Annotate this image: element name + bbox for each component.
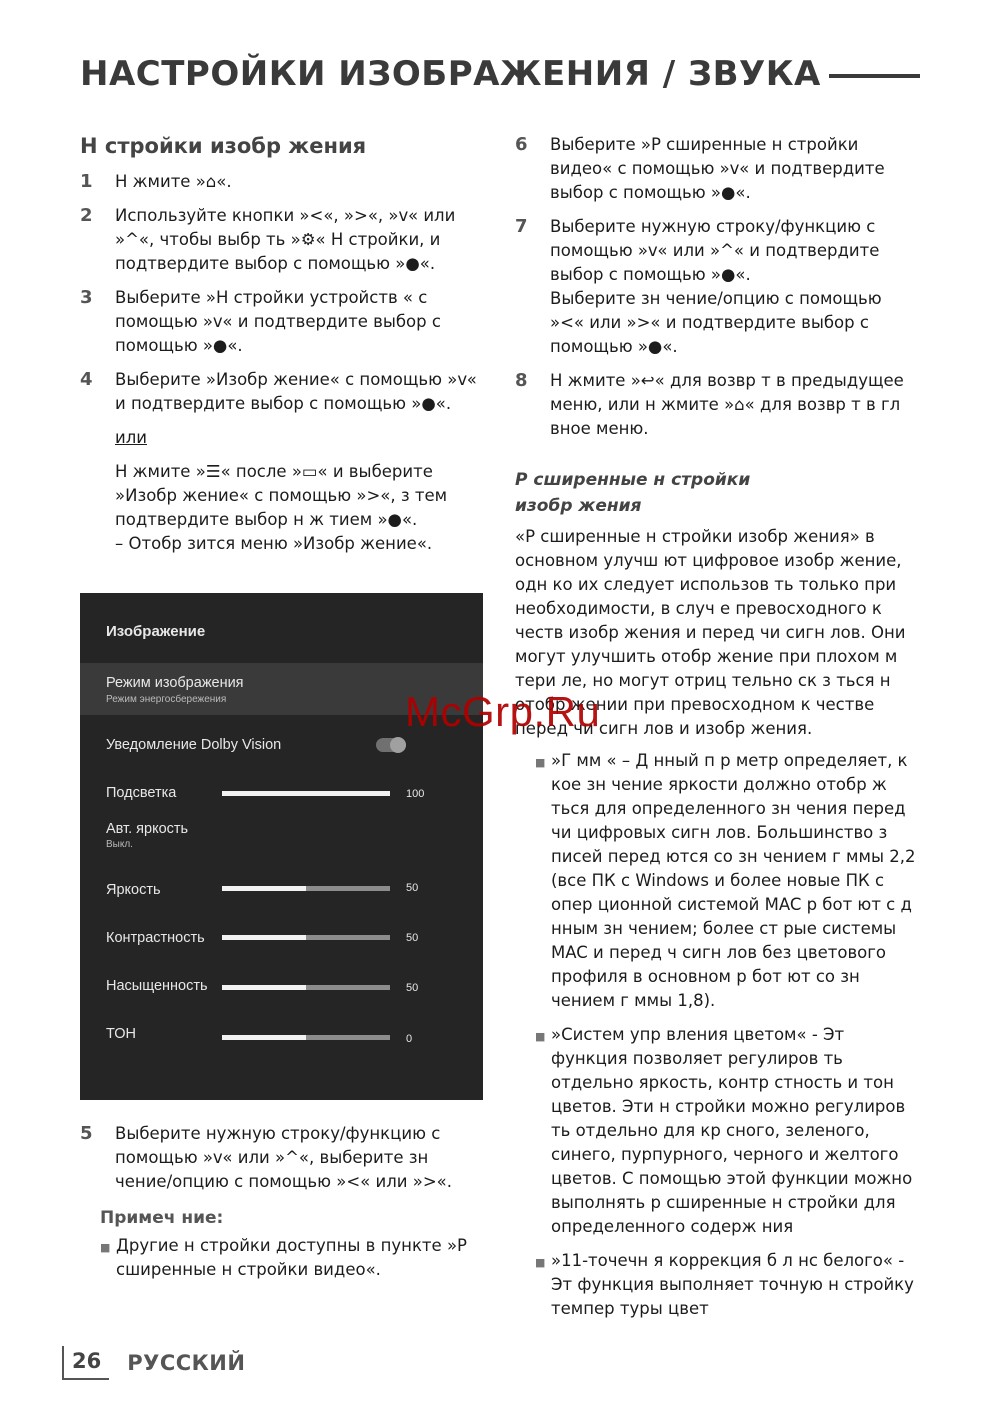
subsection-title <box>515 467 920 519</box>
page-footer <box>62 1346 245 1380</box>
toggle-knob <box>390 737 406 753</box>
step-5 <box>80 1122 485 1194</box>
tv-menu-item-backlight[interactable]: Подсветка <box>106 785 177 801</box>
tv-menu-item-picture-mode[interactable]: Режим изображения <box>106 675 244 691</box>
tone-slider[interactable] <box>222 1035 390 1040</box>
bullet-white-balance <box>535 1249 920 1321</box>
contrast-value: 50 <box>406 932 419 944</box>
bullet-square-icon: ■ <box>100 1241 111 1254</box>
bullet-square-icon: ■ <box>535 1256 546 1269</box>
step-number: 1 <box>80 171 93 192</box>
step-text: Выберите »Н стройки устройств « с помощью »v« и подтвердите выбор с помощью »●«. <box>115 288 441 355</box>
subsection-title-line: изобр жения <box>515 496 642 516</box>
step-number: 6 <box>515 134 528 155</box>
page-number: 26 <box>72 1349 102 1373</box>
step-3 <box>80 286 485 358</box>
step-number: 2 <box>80 205 93 226</box>
spacer <box>515 451 920 467</box>
step-text: Выберите нужную строку/функцию с помощью »v« или »^«, выберите зн чение/опцию с помощью »<« или »>«. <box>115 1124 452 1191</box>
bullet-text: »Г мм « – Д нный п р метр определяет, к кое зн чение яркости должно отобр ж ться для определенного зн чения перед чи цифровых сигн лов. Большинство з писей перед ются со зн чением г ммы 2,2 (все ПК с Windows и более новые ПК с опер ционной системой MAC р бот ют с д нным зн чением; более ст рые системы MAC и перед ч сигн лов без цветового профиля в основном р бот ют со зн чением г ммы 1,8). <box>551 751 916 1010</box>
dolby-vision-toggle[interactable] <box>376 738 406 752</box>
step-number: 3 <box>80 287 93 308</box>
step-text: Выберите нужную строку/функцию с помощью »v« или »^« и подтвердите выбор с помощью »●«. <box>550 217 880 284</box>
step-8 <box>515 369 920 441</box>
step-7 <box>515 215 920 359</box>
subsection-title-line: Р сширенные н стройки <box>515 470 751 490</box>
tone-value: 0 <box>406 1033 413 1045</box>
bullet-text: »Систем упр вления цветом« - Эт функция позволяет регулиров ть отдельно яркость, контр стность и тон цветов. Эти н стройки можно регулиров ть отдельно для кр сного, зеленого, синего, пурпурного, черного и желтого цветов. С помощью этой функции можно выполнять р сширенные н стройки для определенного содерж ния <box>551 1025 913 1236</box>
saturation-value: 50 <box>406 982 419 994</box>
tv-menu-item-tone[interactable]: ТОН <box>106 1026 136 1042</box>
title-rule <box>829 74 920 78</box>
note-item <box>100 1234 485 1282</box>
bullet-square-icon: ■ <box>535 756 546 769</box>
watermark: McGrp.Ru <box>405 688 601 735</box>
slider-fill <box>222 985 306 990</box>
step-text: Выберите зн чение/опцию с помощью »<« или »>« и подтвердите выбор с помощью »●«. <box>550 289 882 356</box>
step-text: Н жмите »↩« для возвр т в предыдущее меню, или н жмите »⌂« для возвр т в гл вное меню. <box>550 371 904 438</box>
step-number: 7 <box>515 216 528 237</box>
bullet-gamma <box>535 749 920 1013</box>
tv-menu-item-sub: Выкл. <box>106 839 133 850</box>
step-text: Используйте кнопки »<«, »>«, »v« или »^«, чтобы выбр ть »⚙« Н стройки, и подтвердите выбор с помощью »●«. <box>115 206 456 273</box>
note-text: Другие н стройки доступны в пункте »Р сширенные н стройки видео«. <box>116 1236 467 1279</box>
alt-text: Н жмите »☰« после »▭« и выберите »Изобр жение« с помощью »>«, з тем подтвердите выбор н ж тием »●«. <box>115 462 448 529</box>
backlight-value: 100 <box>406 788 425 800</box>
section-title: Н стройки изобр жения <box>80 134 367 158</box>
page-title-row <box>80 50 920 98</box>
left-column-bottom <box>80 1122 485 1282</box>
step-text: Выберите »Изобр жение« с помощью »v« и подтвердите выбор с помощью »●«. <box>115 370 477 413</box>
step-number: 8 <box>515 370 528 391</box>
step-2 <box>80 204 485 276</box>
tv-menu-item-contrast[interactable]: Контрастность <box>106 930 205 946</box>
tv-menu-item-auto-brightness[interactable]: Авт. яркость <box>106 821 189 837</box>
bullet-square-icon: ■ <box>535 1030 546 1043</box>
step-text: Н жмите »⌂«. <box>115 172 232 191</box>
slider-fill <box>222 1035 306 1040</box>
step-1 <box>80 170 485 194</box>
step-text-block <box>550 215 920 359</box>
slider-fill <box>222 935 306 940</box>
tv-menu-item-dolby-vision[interactable]: Уведомление Dolby Vision <box>106 737 282 753</box>
slider-fill <box>222 791 390 796</box>
page-number-box <box>62 1346 109 1380</box>
backlight-slider[interactable] <box>222 791 390 796</box>
or-label: или <box>115 428 147 447</box>
step-number: 5 <box>80 1123 93 1144</box>
tv-menu-item-brightness[interactable]: Яркость <box>106 882 161 898</box>
step-4 <box>80 368 485 416</box>
language-label: РУССКИЙ <box>127 1351 246 1375</box>
saturation-slider[interactable] <box>222 985 390 990</box>
left-column <box>80 128 485 556</box>
result-text: – Отобр зится меню »Изобр жение«. <box>115 534 433 553</box>
bullet-color-management <box>535 1023 920 1239</box>
bullet-text: »11-точечн я коррекция б л нс белого« - Эт функция выполняет точную н стройку темпер туры цвет <box>551 1251 914 1318</box>
intro-paragraph: «Р сширенные н стройки изобр жения» в основном улучш ют цифровое изобр жение, одн ко их следует использов ть только при необходимости, в случ е превосходного к честв изобр жения и перед чи сигн лов. Они могут улучшить отобр жение при плохом м тери ле, но могут отриц тельно ск з ться н отобр жении при превосходном к честве перед чи сигн лов и изобр жения. <box>515 527 906 738</box>
page-title: НАСТРОЙКИ ИЗОБРАЖЕНИЯ / ЗВУКА <box>80 54 821 94</box>
tv-menu-item-sub: Режим энергосбережения <box>106 694 227 705</box>
tv-menu-title: Изображение <box>106 623 206 640</box>
step-6 <box>515 133 920 205</box>
slider-fill <box>222 886 306 891</box>
contrast-slider[interactable] <box>222 935 390 940</box>
brightness-slider[interactable] <box>222 886 390 891</box>
tv-menu-item-saturation[interactable]: Насыщенность <box>106 978 208 994</box>
step-text: Выберите »Р сширенные н стройки видео« с помощью »v« и подтвердите выбор с помощью »●«. <box>550 135 885 202</box>
brightness-value: 50 <box>406 882 419 894</box>
note-title: Примеч ние: <box>100 1208 224 1228</box>
step-number: 4 <box>80 369 93 390</box>
tv-picture-menu <box>80 593 483 1100</box>
